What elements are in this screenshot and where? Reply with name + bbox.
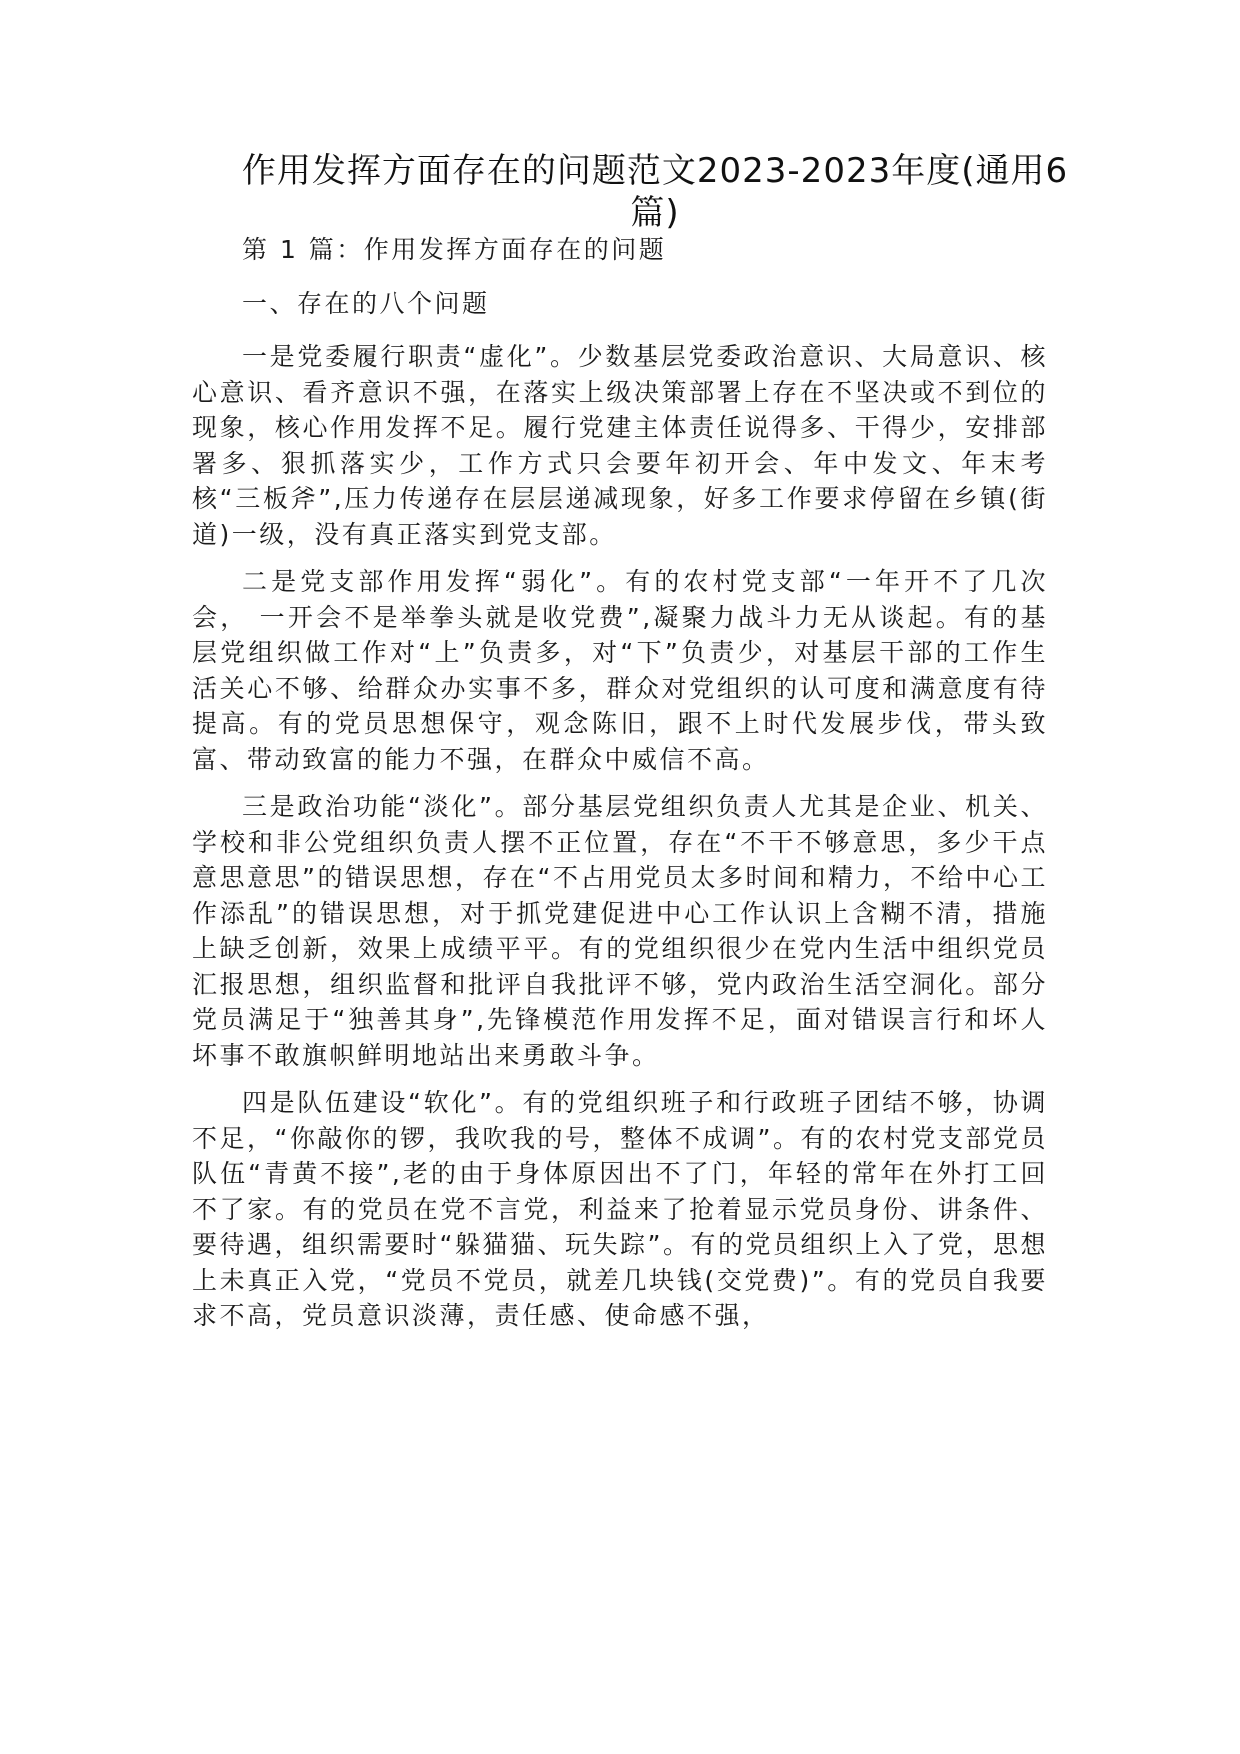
section-heading: 第 1 篇：作用发挥方面存在的问题: [242, 235, 667, 264]
paragraph-1: 一是党委履行职责“虚化”。少数基层党委政治意识、大局意识、核心意识、看齐意识不强，在落实上级决策部署上存在不坚决或不到位的现象，核心作用发挥不足。履行党建主体责任说得多、干得少，安排部署多、狠抓落实少，工作方式只会要年初开会、年中发文、年末考核“三板斧”,压力传递存在层层递减现象，好多工作要求停留在乡镇(街道)一级，没有真正落实到党支部。: [192, 342, 1048, 549]
document-title: 作用发挥方面存在的问题范文2023-2023年度(通用6 篇): [241, 151, 1069, 233]
paragraph-2: 二是党支部作用发挥“弱化”。有的农村党支部“一年开不了几次会， 一开会不是举拳头就是收党费”,凝聚力战斗力无从谈起。有的基层党组织做工作对“上”负责多，对“下”负责少，对基层干部的工作生活关心不够、给群众办实事不多，群众对党组织的认可度和满意度有待提高。有的党员思想保守，观念陈旧，跟不上时代发展步伐，带头致富、带动致富的能力不强，在群众中威信不高。: [192, 567, 1048, 774]
paragraph-3: 三是政治功能“淡化”。部分基层党组织负责人尤其是企业、机关、学校和非公党组织负责人摆不正位置，存在“不干不够意思，多少干点意思意思”的错误思想，存在“不占用党员太多时间和精力，不给中心工作添乱”的错误思想，对于抓党建促进中心工作认识上含糊不清，措施上缺乏创新，效果上成绩平平。有的党组织很少在党内生活中组织党员汇报思想，组织监督和批评自我批评不够，党内政治生活空洞化。部分党员满足于“独善其身”,先锋模范作用发挥不足，面对错误言行和坏人坏事不敢旗帜鲜明地站出来勇敢斗争。: [192, 792, 1048, 1070]
subheading: 一、存在的八个问题: [242, 288, 490, 318]
paragraph-4: 四是队伍建设“软化”。有的党组织班子和行政班子团结不够，协调不足，“你敲你的锣，我吹我的号，整体不成调”。有的农村党支部党员队伍“青黄不接”,老的由于身体原因出不了门，年轻的常年在外打工回不了家。有的党员在党不言党，利益来了抢着显示党员身份、讲条件、要待遇，组织需要时“躲猫猫、玩失踪”。有的党员组织上入了党，思想上未真正入党，“党员不党员，就差几块钱(交党费)”。有的党员自我要求不高，党员意识淡薄，责任感、使命感不强，: [192, 1088, 1048, 1330]
document-body: [192, 232, 1048, 1346]
